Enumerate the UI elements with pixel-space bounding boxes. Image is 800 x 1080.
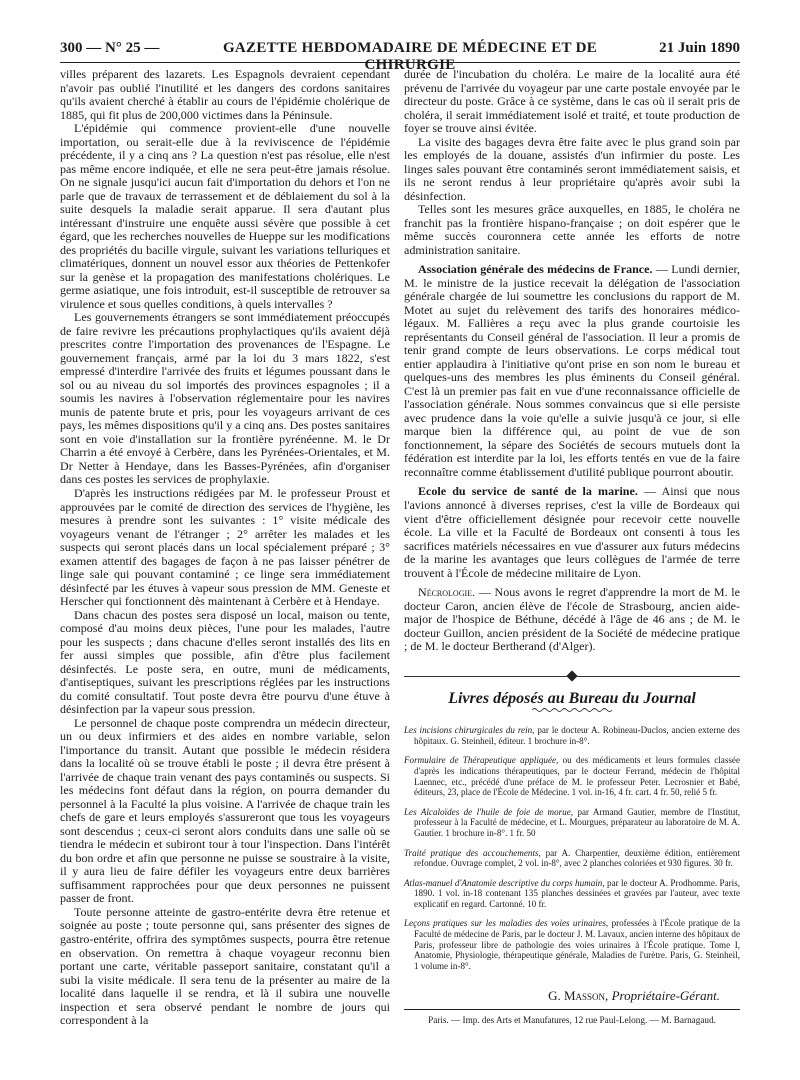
diamond-ornament-icon [566,670,577,681]
paragraph: Toute personne atteinte de gastro-entérite devra être retenue et soignée au poste ; toute personne qui, sans présenter des signes de gastro-entérite, offrira des symptômes suspects, pourra être retenue en observation. On remettra à chaque voyageur reconnu bien portant une carte, véritable passeport sanitaire, constatant qu'il a subi la visite médicale. Il sera tenu de la présenter au maire de la localité dans laquelle il se rendra, et là il subira une nouvelle inspection et sera observé pendant le nombre de jours qui correspondent à la [60,904,390,1028]
paragraph: Le personnel de chaque poste comprendra un médecin directeur, un ou deux infirmiers et des aides en nombre variable, selon l'importance du transit. Autant que possible le médecin résidera dans la localité où se trouve établi le poste ; il devra être présent à l'arrivée de chaque train venant des pays contaminés ou suspects. Si les médecins font défaut dans la région, on pourra demander du personnel à la Faculté la plus voisine. A l'arrivée de chaque train les chefs de gare et leurs employés s'assureront que tous les voyageurs sont descendus ; ceux-ci seront alors conduits dans une salle où se tiendra le médecin et subiront tour à tour l'inspection. Dans l'intérêt du bon ordre et afin que personne ne puisse se soustraire à la visite, il y aura lieu de faire défiler les voyageurs entre deux barrières suffisamment rapprochées pour que deux personnes ne puissent passer de front. [60,715,390,906]
book-details: par A. Charpentier, deuxième édition, entièrement refondue. Ouvrage complet, 2 vol. in-8°, avec 2 planches coloriées et 930 figures. 30 fr. [414,847,741,869]
book-title: Traité pratique des accouchements, [404,847,541,858]
paragraph: Telles sont les mesures grâce auxquelles, en 1885, le choléra ne franchit pas la frontière hispano-française ; on doit espérer que le même succès couronnera cette année les efforts de notre administration sanitaire. [404,202,740,257]
book-details: par le docteur A. Robineau-Duclos, ancien externe des hôpitaux. G. Steinheil, éditeur. 1 brochure in-8°. [414,725,740,746]
paragraph: villes préparent des lazarets. Les Espagnols devraient cependant n'avoir pas oublié l'inutilité et les dangers des cordons sanitaires qu'ils avaient cherché à établir au cours de l'épidémie cholérique de 1885, qui fit plus de 200,000 victimes dans la Péninsule. [60,67,390,122]
necrology-news [404,586,740,654]
paragraph: Les gouvernements étrangers se sont immédiatement préoccupés de faire revivre les précautions prophylactiques qu'ils avaient déjà prescrites contre l'importation des provenances de l'Espagne. Le gouvernement français, armé par la loi du 3 mars 1822, s'est empressé d'interdire l'arrivée des fruits et légumes poussant dans le sol ou au niveau du sol importés des provinces espagnoles ; il a soumis les navires à l'observation réglementaire pour les navires munis de patente brute et pris, pour les voyageurs arrivant de ces pays, les mêmes dispositions qu'il y a cinq ans. Des postes sanitaires sont en voie d'installation sur la frontière pyrénéenne. M. le Dr Charrin a été envoyé à Cerbère, dans les Pyrénées-Orientales, et M. Dr Netter à Hendaye, dans les Basses-Pyrénées, afin d'organiser dans ces postes les services de prophylaxie. [60,310,390,487]
book-details: ou des médicaments et leurs formules classée d'après les indications thérapeutiques, par le docteur Ferrand, médecin de l'hôpital Laennec, etc., précédé d'une préface de M. le professeur Peter. Lecrosnier et Babé, éditeurs, 23, place de l'École de Médecine. 1 vol. in-16, 4 fr. cart. 4 fr. 50, relié 5 fr. [414,755,740,798]
footer-rule [404,1009,740,1010]
right-column [404,68,740,1027]
book-details: professées à l'École pratique de la Faculté de médecine de Paris, par le docteur J. M. Lavaux, ancien interne des hôpitaux de Paris, professeur libre de pathologie des voies urinaires à l'École pratique. Tome I, Anatomie, Physiologie, thérapeutique générale, Maladies de l'urètre. Paris, G. Steinheil, 1 volume in-8°. [414,918,741,971]
publisher-signature [404,989,740,1003]
book-entry [404,755,740,797]
marine-heading: Ecole du service de santé de la marine. [418,484,638,499]
publisher-name: G. Masson, [548,988,609,1004]
publisher-role: Propriétaire-Gérant. [611,988,720,1004]
necrology-heading: Nécrologie. [418,585,476,600]
book-entry [404,807,740,839]
book-title: Atlas-manuel d'Anatomie descriptive du corps humain, [404,877,605,888]
marine-body: — Ainsi que nous l'avions annoncé à diverses reprises, c'est la ville de Bordeaux qui vient d'être officiellement désignée pour recevoir cette nouvelle école. La ville et la Faculté de Bordeaux ont consenti à tous les sacrifices matériels nécessaires en vue d'assurer aux futurs médecins de la marine les avantages que leurs collègues de l'armée de terre trouvent à l'École de médecine militaire de Lyon. [404,484,740,580]
printer-imprint: Paris. — Imp. des Arts et Manufatures, 12 rue Paul-Lelong. — M. Barnagaud. [428,1014,716,1025]
association-heading: Association générale des médecins de France. [418,262,653,277]
necrology-body: — Nous avons le regret d'apprendre la mort de M. le docteur Caron, ancien élève de l'école de Strasbourg, ancien aide-major de l'hospice de Béthune, décédé à l'âge de 46 ans ; de M. le docteur Guillon, ancien président de la Société de médecine pratique ; de M. le docteur Bertherand (d'Alger). [404,585,740,654]
book-details: par Armand Gautier, membre de l'Institut, professeur à la Faculté de médecine, et L. Mourgues, préparateur au laboratoire de M. A. Gautier. 1 brochure in-8°. 1 fr. 50 [414,806,740,838]
paragraph: Dans chacun des postes sera disposé un local, maison ou tente, composé d'au moins deux pièces, l'une pour les malades, l'autre pour les suspects ; dans chacune d'elles seront installés des lits en fer aussi simples que possible, afin d'être plus facilement désinfectés. Le poste sera, en outre, muni de médicaments, d'antiseptiques, suivant les prescriptions réglées par les instructions du comité consultatif. Tout poste devra être pourvu d'une étuve à désinfection par la vapeur sous pression. [60,607,390,717]
book-title: Les incisions chirurgicales du rein, [404,725,535,736]
paragraph: La visite des bagages devra être faite avec le plus grand soin par les employés de la douane, assistés d'un infirmier du poste. Les linges sales pouvant être contaminés seront immédiatement saisis, et ils ne seront rendus à leur propriétaire qu'après avoir subi la désinfection. [404,134,740,203]
issue-date: 21 Juin 1890 [659,40,740,56]
paragraph: D'après les instructions rédigées par M. le professeur Proust et approuvées par le comité de direction des services de l'hygiène, les mesures à prendre sont les suivantes : 1° visite médicale des voyageurs venant de l'étranger ; 2° arrêter les malades et les suspects qui seront placés dans un local spécialement préparé ; 3° examen attentif des bagages de façon à ne pas laisser pénétrer de linge sale qui pouvant contaminé ; ce linge sera immédiatement désinfecté par les étuves à vapeur sous pression de MM. Geneste et Herscher qui fonctionnent dès maintenant à Cerbère et à Hendaye. [60,485,390,609]
section-divider [404,666,740,688]
book-title: Les Alcaloïdes de l'huile de foie de morue, [404,806,574,817]
running-header [60,36,740,73]
book-entry [404,918,740,971]
book-entry [404,878,740,910]
books-heading: Livres déposés au Bureau du Journal [448,689,696,707]
association-news [404,263,740,479]
page-number: 300 — N° 25 — [60,40,160,56]
book-entry [404,725,740,746]
paragraph: L'épidémie qui commence provient-elle d'une nouvelle importation, ou serait-elle due à la reviviscence de l'épidémie précédente, il y a cinq ans ? La question n'est pas résolue, elle n'est pas même encore indiquée, et elle ne sera peut-être jamais résolue. On ne signale jusqu'ici aucun fait d'importation du dehors et l'on ne parle que de travaux de terrassement et de déblaiement du sol à la suite desquels la maladie serait apparue. Il sera d'autant plus intéressant d'instruire une enquête aussi sévère que possible à cet égard, que les recherches nouvelles de Hueppe sur les modifications des propriétés du bacille virgule, suivant les variations telluriques et climatériques, donnent un nouvel essor aux théories de Pettenkofer sur la genèse et la propagation des manifestations cholériques. Le germe asiatique, une fois introduit, est-il susceptible de retrouver sa virulence et sous quelles conditions, à quels intervalles ? [60,121,390,311]
association-body: — Lundi dernier, M. le ministre de la justice recevait la délégation de l'association générale chargée de lui soumettre les conclusions du rapport de M. Motet au sujet du relèvement des tarifs des honoraires médico-légaux. M. Fallières a reçu avec la plus grande courtoisie les représentants du Conseil général de l'association. Il leur a promis de tenir grand compte de leurs observations. Le corps médical tout entier applaudira à l'initiative qu'ont prise en son nom le bureau et quelques-uns des membres les plus éminents du Conseil général. C'est là un premier pas fait en vue d'une reconnaissance officielle de l'association générale. Nous sommes convaincus que si elle persiste avec prudence dans la voie qu'elle a suivie jusqu'à ce jour, si elle marque bien la différence qui, au point de vue de son fonctionnement, la sépare des Sociétés de secours mutuels dont la fédération est interdite par la loi, les efforts tentés en vue de la faire reconnaître comme établissement d'utilité publique pourront aboutir. [404,262,740,479]
book-details: par le docteur A. Prodhomme. Paris, 1890. 1 vol. in-18 contenant 135 planches dessinées et gravées par l'auteur, avec texte explicatif en regard. Cartonné. 10 fr. [414,877,740,909]
left-column [60,68,390,1028]
paragraph: durée de l'incubation du choléra. Le maire de la localité aura été prévenu de l'arrivée du voyageur par une carte postale envoyée par le directeur du poste. Grâce à ce système, dans le cas où il serait pris de choléra, il serait immédiatement isolé et traité, et toute production de foyer se trouve ainsi évitée. [404,67,740,136]
book-title: Formulaire de Thérapeutique appliquée, [404,755,559,766]
journal-title: GAZETTE HEBDOMADAIRE DE MÉDECINE ET DE CHIRURGIE [222,40,598,73]
book-entry [404,848,740,869]
squiggle-ornament-icon [532,707,612,713]
book-title: Leçons pratiques sur les maladies des voies urinaires, [404,918,609,929]
marine-news [404,485,740,580]
